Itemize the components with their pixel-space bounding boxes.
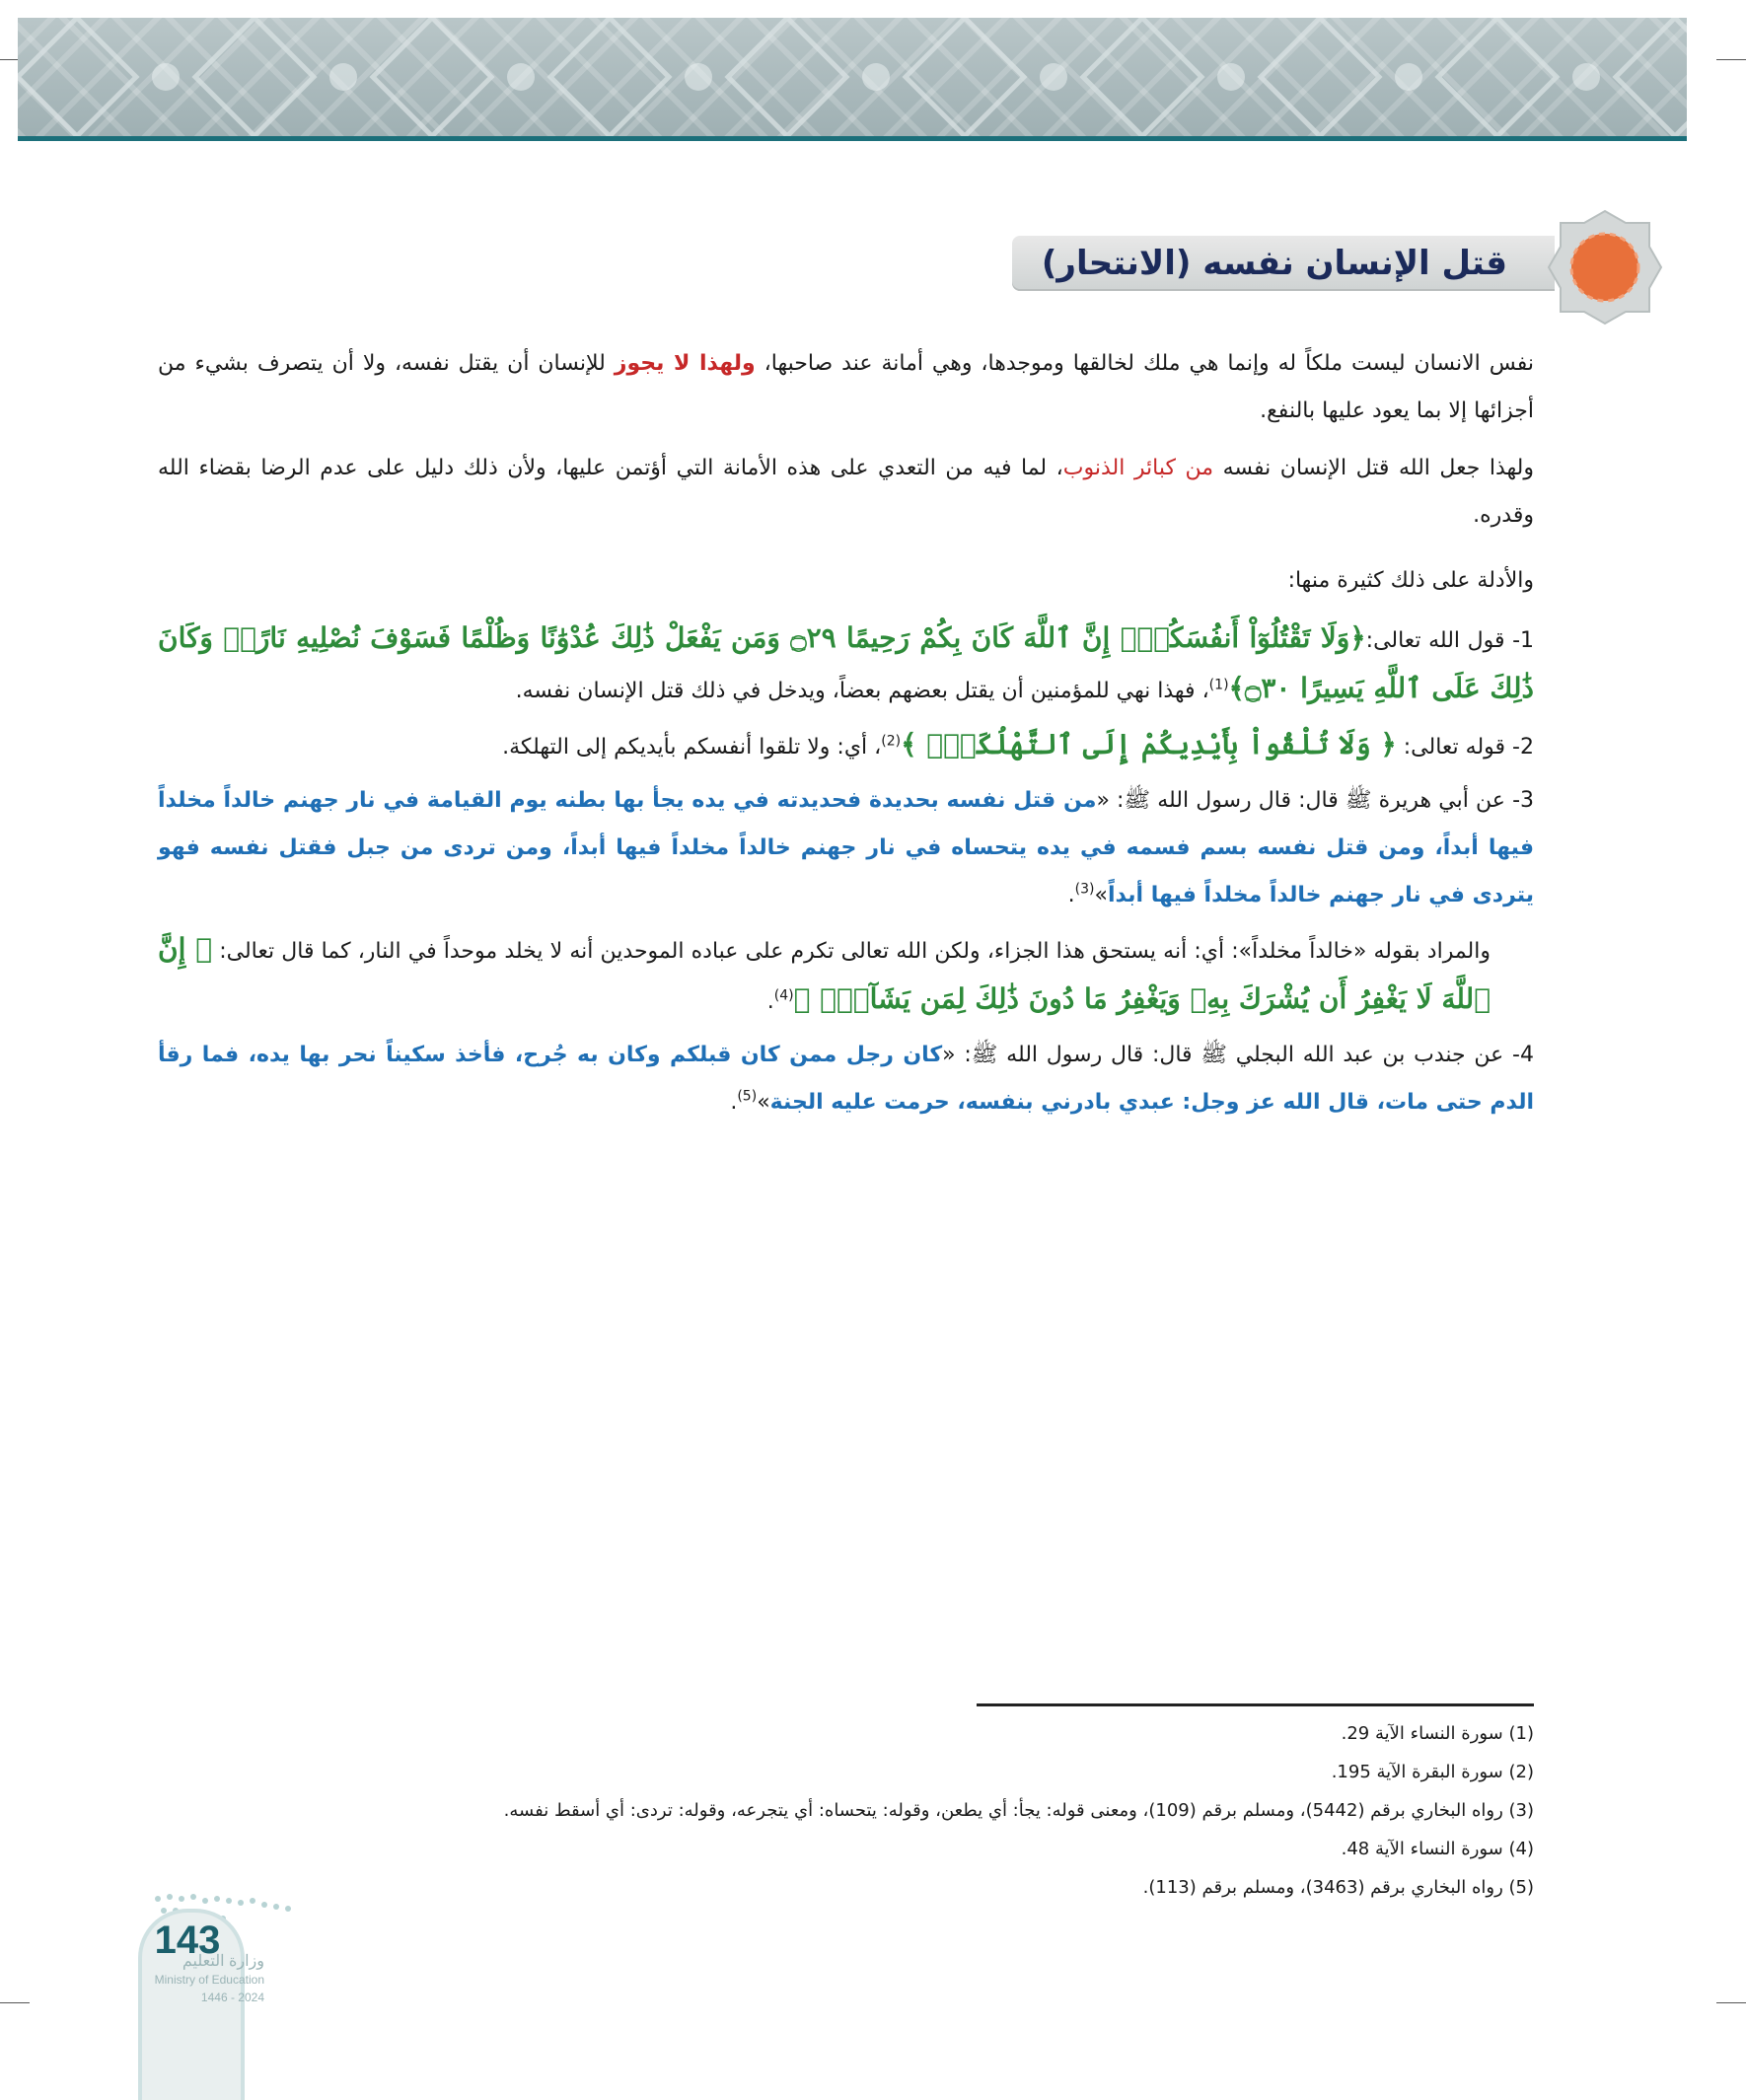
quran-verse: ﴿ وَلَا تُلْقُواْ بِأَيْدِيكُمْ إِلَى ٱلتَّهْلُكَةِۛ ﴾ [901, 728, 1397, 760]
header-ornament-band [18, 18, 1687, 141]
quote-close: » [1094, 883, 1108, 907]
page-number: 143 [154, 1919, 221, 1962]
item-explanation: . [730, 1090, 738, 1115]
item-number: 4- [1512, 1043, 1534, 1067]
highlight-major-sins: من كبائر الذنوب [1062, 456, 1214, 480]
evidence-item-2 [158, 721, 1534, 771]
intro-paragraph [158, 340, 1534, 435]
evidence-item-4 [158, 1032, 1534, 1126]
footnote-ref[interactable]: (1) [1208, 677, 1229, 693]
ministry-name-en: Ministry of Education [154, 1973, 264, 1987]
octagon-badge-icon [1547, 209, 1663, 326]
item-explanation: . [1067, 883, 1075, 907]
item-explanation: ، أي: ولا تلقوا أنفسكم بأيديكم إلى التهلكة. [502, 735, 882, 760]
footnote-ref[interactable]: (5) [737, 1088, 758, 1105]
item-explanation: ، فهذا نهي للمؤمنين أن يقتل بعضهم بعضاً، ويدخل في ذلك قتل الإنسان نفسه. [515, 679, 1209, 703]
item-number: 1- [1512, 628, 1535, 653]
footnote-item: (1) سورة النساء الآية 29. [1341, 1723, 1534, 1744]
intro-paragraph [158, 445, 1534, 540]
footnote-ref[interactable]: (4) [773, 987, 794, 1004]
explanation-paragraph [158, 925, 1534, 1026]
evidence-item-1 [158, 615, 1534, 715]
crop-mark [0, 2002, 30, 2003]
intro-text: ولهذا جعل الله قتل الإنسان نفسه [1213, 456, 1534, 480]
item-lead: قول الله تعالى: [1365, 628, 1505, 653]
item-lead: عن أبي هريرة ﷺ قال: قال رسول الله ﷺ: « [1096, 788, 1505, 813]
footnote-ref[interactable]: (3) [1074, 881, 1095, 898]
hadith-text: كان رجل ممن كان قبلكم وكان به جُرح، فأخذ سكيناً نحر بها يده، فما رقأ الدم حتى مات، قال الله عز وجل: عبدي بادرني بنفسه، حرمت عليه الجنة [158, 1043, 1534, 1115]
item-lead: والمراد بقوله «خالداً مخلداً»: أي: أنه يستحق هذا الجزاء، ولكن الله تعالى تكرم على عباده الموحدين أنه لا يخلد موحداً في النار، كما قال تعالى: [212, 939, 1491, 964]
item-explanation: . [766, 989, 774, 1014]
item-lead: عن جندب بن عبد الله البجلي ﷺ قال: قال رسول الله ﷺ: « [942, 1043, 1504, 1067]
page-title: قتل الإنسان نفسه (الانتحار) [1041, 244, 1507, 283]
quran-verse: ﴿ إِنَّ ٱللَّهَ لَا يَغْفِرُ أَن يُشْرَكَ بِهِۦ وَيَغْفِرُ مَا دُونَ ذَٰلِكَ لِمَن يَشَآءُۚ ﴾ [158, 932, 1491, 1015]
evidence-intro: والأدلة على ذلك كثيرة منها: [1287, 568, 1534, 593]
footnote-item: (5) رواه البخاري برقم (3463)، ومسلم برقم (113). [1142, 1877, 1534, 1898]
hadith-text: من قتل نفسه بحديدة فحديدته في يده يجأ بها بطنه يوم القيامة في نار جهنم خالداً مخلداً فيها أبداً، ومن قتل نفسه بسم فسمه في يده يتحساه في نار جهنم خالداً مخلداً فيها أبداً، ومن تردى من جبل فقتل نفسه فهو يتردى في نار جهنم خالداً مخلداً فيها أبداً [158, 788, 1534, 907]
intro-text: ، لما فيه من التعدي على هذه الأمانة التي أؤتمن عليها، ولأن ذلك دليل على عدم الرضا بقضاء الله وقدره. [158, 456, 1534, 528]
lesson-body [158, 340, 1534, 1132]
item-lead: قوله تعالى: [1396, 735, 1506, 760]
section-heading [1012, 209, 1557, 318]
footnote-ref[interactable]: (2) [881, 733, 902, 750]
highlight-prohibition: ولهذا لا يجوز [614, 351, 756, 376]
heading-bar [1012, 236, 1555, 291]
edition-year: 2024 - 1446 [200, 1991, 264, 2004]
item-number: 3- [1512, 788, 1535, 813]
intro-text: نفس الانسان ليست ملكاً له وإنما هي ملك لخالقها وموجدها، وهي أمانة عند صاحبها، [755, 351, 1535, 376]
geometric-pattern-icon [18, 18, 1687, 136]
ministry-name-ar: وزارة التعليم [182, 1953, 264, 1970]
quran-verse: ﴿وَلَا تَقْتُلُوٓاْ أَنفُسَكُمْۚ إِنَّ ٱللَّهَ كَانَ بِكُمْ رَحِيمًا ۝٢٩ وَمَن يَفْعَلْ ذَٰلِكَ عُدْوَٰنًا وَظُلْمًا فَسَوْفَ نُصْلِيهِ نَارًاۚ وَكَانَ ذَٰلِكَ عَلَى ٱللَّهِ يَسِيرًا ۝٣٠﴾ [158, 621, 1534, 704]
footnote-item: (3) رواه البخاري برقم (5442)، ومسلم برقم (109)، ومعنى قوله: يجأ: أي يطعن، وقوله: يتحساه: أي يتجرعه، وقوله: تردى: أي أسقط نفسه. [503, 1800, 1534, 1821]
intro-text: للإنسان أن يقتل نفسه، ولا أن يتصرف بشيء من أجزائها إلا بما يعود عليها بالنفع. [158, 351, 1534, 423]
footnote-item: (2) سورة البقرة الآية 195. [1331, 1762, 1534, 1782]
footnotes [153, 1714, 1534, 1907]
crop-mark [1716, 2002, 1746, 2003]
ministry-logo [77, 1953, 264, 2006]
footnote-item: (4) سورة النساء الآية 48. [1341, 1839, 1534, 1859]
crop-mark [1716, 59, 1746, 60]
quote-close: » [757, 1090, 770, 1115]
evidence-item-3 [158, 777, 1534, 919]
item-number: 2- [1512, 735, 1534, 760]
footnote-divider [977, 1703, 1534, 1706]
